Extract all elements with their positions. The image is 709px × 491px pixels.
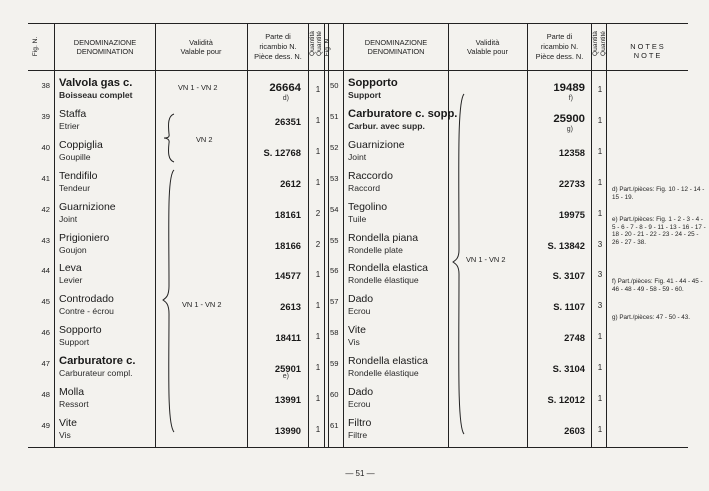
row-fig-number: 47 — [41, 359, 50, 369]
quantity: 1 — [597, 146, 603, 156]
item-name-it: Filtro — [348, 416, 372, 429]
quantity: 1 — [597, 394, 603, 403]
part-number: 19975 — [558, 208, 585, 220]
row-fig-number: 43 — [41, 235, 50, 245]
header-denom-fr-right: DENOMINATION — [367, 47, 425, 56]
quantity: 1 — [315, 394, 321, 403]
item-name-fr: Support — [59, 337, 90, 348]
header-valid-fr-left: Valable pour — [180, 47, 222, 56]
item-name-it: Rondella elastica — [348, 262, 428, 275]
item-name-it: Coppiglia — [59, 138, 103, 151]
item-name-it: Prigioniero — [59, 231, 110, 244]
header-valid-it-right: Validità — [475, 38, 500, 47]
item-name-fr: Carburateur compl. — [59, 368, 133, 379]
item-name-fr: Ecrou — [348, 306, 371, 317]
quantity: 1 — [597, 177, 603, 187]
row-fig-number: 39 — [41, 111, 50, 121]
row-fig-number: 51 — [330, 111, 339, 121]
col-divider-part-left — [308, 23, 309, 447]
quantity: 3 — [597, 239, 603, 249]
item-name-fr: Contre - écrou — [59, 306, 114, 317]
item-name-fr: Joint — [348, 151, 367, 162]
quantity: 1 — [315, 177, 321, 187]
col-divider-fig-left — [54, 23, 55, 447]
row-fig-number: 49 — [41, 420, 50, 430]
header-part-1-right: Parte di — [546, 32, 573, 41]
col-divider-denom-right — [448, 23, 449, 447]
quantity: 1 — [315, 270, 321, 280]
part-number: 13991 — [274, 394, 301, 405]
row-fig-number: 45 — [41, 297, 50, 307]
part-number: 18166 — [274, 239, 301, 251]
brace-39-40 — [160, 112, 180, 164]
part-number: 22733 — [558, 177, 585, 189]
item-name-it: Sopporto — [59, 324, 102, 337]
row-fig-number: 61 — [330, 420, 339, 430]
row-fig-number: 44 — [41, 266, 50, 276]
item-name-it: Guarnizione — [348, 138, 405, 151]
table-top-border — [28, 23, 688, 24]
quantity: 2 — [315, 239, 321, 249]
quantity: 2 — [315, 208, 321, 218]
header-denom-it-left: DENOMINAZIONE — [73, 38, 137, 47]
header-qty-it-right: Quantità — [591, 31, 599, 56]
quantity: 1 — [315, 363, 321, 373]
item-name-it: Tendifilo — [59, 169, 98, 182]
header-valid-fr-right: Valable pour — [467, 47, 508, 56]
header-part-3-left: Pièce dess. N. — [254, 52, 302, 61]
item-name-fr: Boisseau complet — [59, 90, 133, 100]
row-fig-number: 46 — [41, 328, 50, 338]
header-qty-fr-left: Quantité — [315, 31, 323, 56]
item-name-fr: Rondelle plate — [348, 244, 403, 255]
note-g: g) Part./pièces: 47 - 50 - 43. — [612, 314, 691, 321]
quantity: 3 — [597, 270, 603, 280]
item-name-it: Dado — [348, 386, 374, 398]
part-number: 19489 — [553, 82, 585, 94]
item-name-it: Guarnizione — [59, 200, 116, 213]
part-number: 13990 — [274, 424, 301, 436]
item-name-fr: Vis — [348, 337, 360, 348]
table-bottom-border — [28, 447, 688, 448]
part-number: 2748 — [564, 332, 585, 344]
part-number: S. 3107 — [552, 270, 585, 282]
part-number: 14577 — [274, 270, 301, 282]
part-note-ref: f) — [568, 95, 573, 102]
brace-right — [450, 92, 470, 436]
part-number: S. 3104 — [552, 363, 585, 375]
header-bottom-border — [28, 70, 688, 71]
item-name-it: Carburatore c. — [59, 355, 136, 368]
item-name-fr: Raccord — [348, 182, 380, 193]
header-qty-it-left: Quantità — [308, 31, 316, 56]
row-fig-number: 60 — [330, 390, 339, 399]
item-name-fr: Ressort — [59, 399, 89, 409]
header-denom-fr-left: DENOMINATION — [76, 47, 134, 56]
header-valid-it-left: Validità — [189, 38, 213, 47]
row-fig-number: 38 — [41, 81, 50, 90]
header-fig-right: Fig. N. — [324, 36, 332, 57]
row-fig-number: 56 — [330, 266, 339, 276]
item-name-it: Leva — [59, 262, 82, 275]
quantity: 1 — [315, 115, 321, 125]
item-name-fr: Rondelle élastique — [348, 368, 419, 379]
part-note-ref: g) — [566, 125, 573, 133]
item-name-it: Carburatore c. sopp. — [348, 107, 458, 120]
item-name-it: Raccordo — [348, 169, 393, 182]
part-number: 25901 — [274, 363, 301, 375]
row-fig-number: 54 — [330, 204, 339, 214]
row-fig-number: 41 — [41, 173, 50, 183]
item-name-fr: Goujon — [59, 244, 87, 255]
header-part-2-right: ricambio N. — [540, 42, 579, 51]
col-divider-denom-left — [155, 23, 156, 447]
row-fig-number: 52 — [330, 142, 339, 152]
validity-group-41-49: VN 1 - VN 2 — [182, 300, 222, 309]
quantity: 1 — [597, 332, 603, 342]
part-number: 18411 — [275, 332, 301, 344]
validity-group-right: VN 1 - VN 2 — [466, 255, 506, 264]
item-name-fr: Ecrou — [348, 399, 371, 409]
note-f: f) Part./pièces: Fig. 41 - 44 - 45 - 46 - 48 - 49 - 58 - 59 - 60. — [612, 278, 703, 293]
col-divider-valid-left — [247, 23, 248, 447]
item-name-fr: Joint — [59, 213, 78, 224]
item-name-fr: Rondelle élastique — [348, 275, 419, 286]
part-number: 25900 — [553, 112, 585, 125]
part-number: S. 13842 — [547, 239, 585, 251]
header-fig-left: Fig. N. — [32, 36, 40, 57]
col-divider-part-right — [591, 23, 592, 447]
quantity: 1 — [315, 424, 321, 434]
part-note-ref: d) — [282, 95, 289, 102]
part-number: 2612 — [280, 177, 301, 189]
row-fig-number: 48 — [41, 390, 50, 399]
item-name-it: Tegolino — [348, 200, 388, 213]
page-number: — 51 — — [345, 469, 375, 478]
header-part-3-right: Pièce dess. N. — [535, 52, 584, 61]
part-number: S. 1107 — [553, 301, 585, 313]
brace-41-49 — [160, 168, 180, 434]
note-d: d) Part./pièces: Fig. 10 - 12 - 14 - 15 - 19. — [612, 186, 705, 201]
item-name-it: Rondella piana — [348, 231, 419, 244]
header-denom-it-right: DENOMINAZIONE — [364, 38, 428, 47]
item-name-fr: Carbur. avec supp. — [348, 120, 425, 131]
part-number: 18161 — [274, 208, 301, 220]
row-fig-number: 58 — [330, 328, 339, 338]
item-name-it: Vite — [59, 416, 77, 429]
item-name-fr: Tuile — [348, 213, 367, 224]
validity-group-39-40: VN 2 — [196, 135, 213, 144]
part-number: S. 12012 — [547, 394, 585, 405]
part-number: 26664 — [269, 82, 301, 94]
quantity: 1 — [315, 85, 321, 94]
row-fig-number: 55 — [330, 235, 339, 245]
item-name-it: Staffa — [59, 107, 87, 120]
validity-row38: VN 1 - VN 2 — [178, 83, 218, 92]
quantity: 1 — [315, 332, 321, 342]
col-divider-valid-right — [527, 23, 528, 447]
header-qty-fr-right: Quantité — [599, 31, 607, 56]
quantity: 1 — [315, 301, 321, 311]
item-name-fr: Etrier — [59, 120, 80, 131]
item-name-it: Rondella elastica — [348, 355, 428, 368]
part-number: 2603 — [564, 424, 585, 436]
header-part-1-left: Parte di — [265, 32, 291, 41]
quantity: 1 — [597, 363, 603, 373]
item-name-fr: Support — [348, 90, 381, 100]
row-fig-number: 42 — [41, 204, 50, 214]
item-name-fr: Levier — [59, 275, 83, 286]
row-fig-number: 53 — [330, 173, 339, 183]
row-fig-number: 40 — [41, 142, 50, 152]
item-name-it: Vite — [348, 324, 366, 337]
item-name-fr: Filtre — [348, 429, 368, 440]
quantity: 1 — [597, 208, 603, 218]
part-number: S. 12768 — [263, 146, 301, 158]
quantity: 1 — [315, 146, 321, 156]
row-fig-number: 57 — [330, 297, 339, 307]
item-name-fr: Vis — [59, 429, 71, 440]
part-number: 26351 — [274, 115, 301, 127]
row-fig-number: 59 — [330, 359, 339, 369]
item-name-fr: Goupille — [59, 151, 91, 162]
item-name-it: Sopporto — [348, 77, 398, 89]
item-name-it: Controdado — [59, 293, 114, 306]
note-e: e) Part./pièces: Fig. 1 - 2 - 3 - 4 - 5 - 6 - 7 - 8 - 9 - 11 - 13 - 16 - 17 - 18 - 20 - 21 - 22 - 23 - 24 - 25 - 26 - 27 - 38. — [612, 216, 706, 246]
part-note-ref: e) — [282, 373, 289, 381]
quantity: 1 — [597, 85, 603, 94]
header-part-2-left: ricambio N. — [259, 42, 297, 51]
part-number: 2613 — [280, 301, 301, 313]
header-notes-1: NOTES — [630, 42, 666, 51]
item-name-it: Molla — [59, 386, 85, 398]
header-notes-2: NOTE — [633, 51, 663, 60]
part-number: 12358 — [558, 146, 585, 158]
quantity: 1 — [597, 115, 603, 125]
quantity: 3 — [597, 301, 603, 311]
item-name-it: Valvola gas c. — [59, 77, 133, 89]
row-fig-number: 50 — [330, 81, 339, 90]
item-name-fr: Tendeur — [59, 182, 91, 193]
quantity: 1 — [597, 424, 603, 434]
item-name-it: Dado — [348, 293, 374, 306]
